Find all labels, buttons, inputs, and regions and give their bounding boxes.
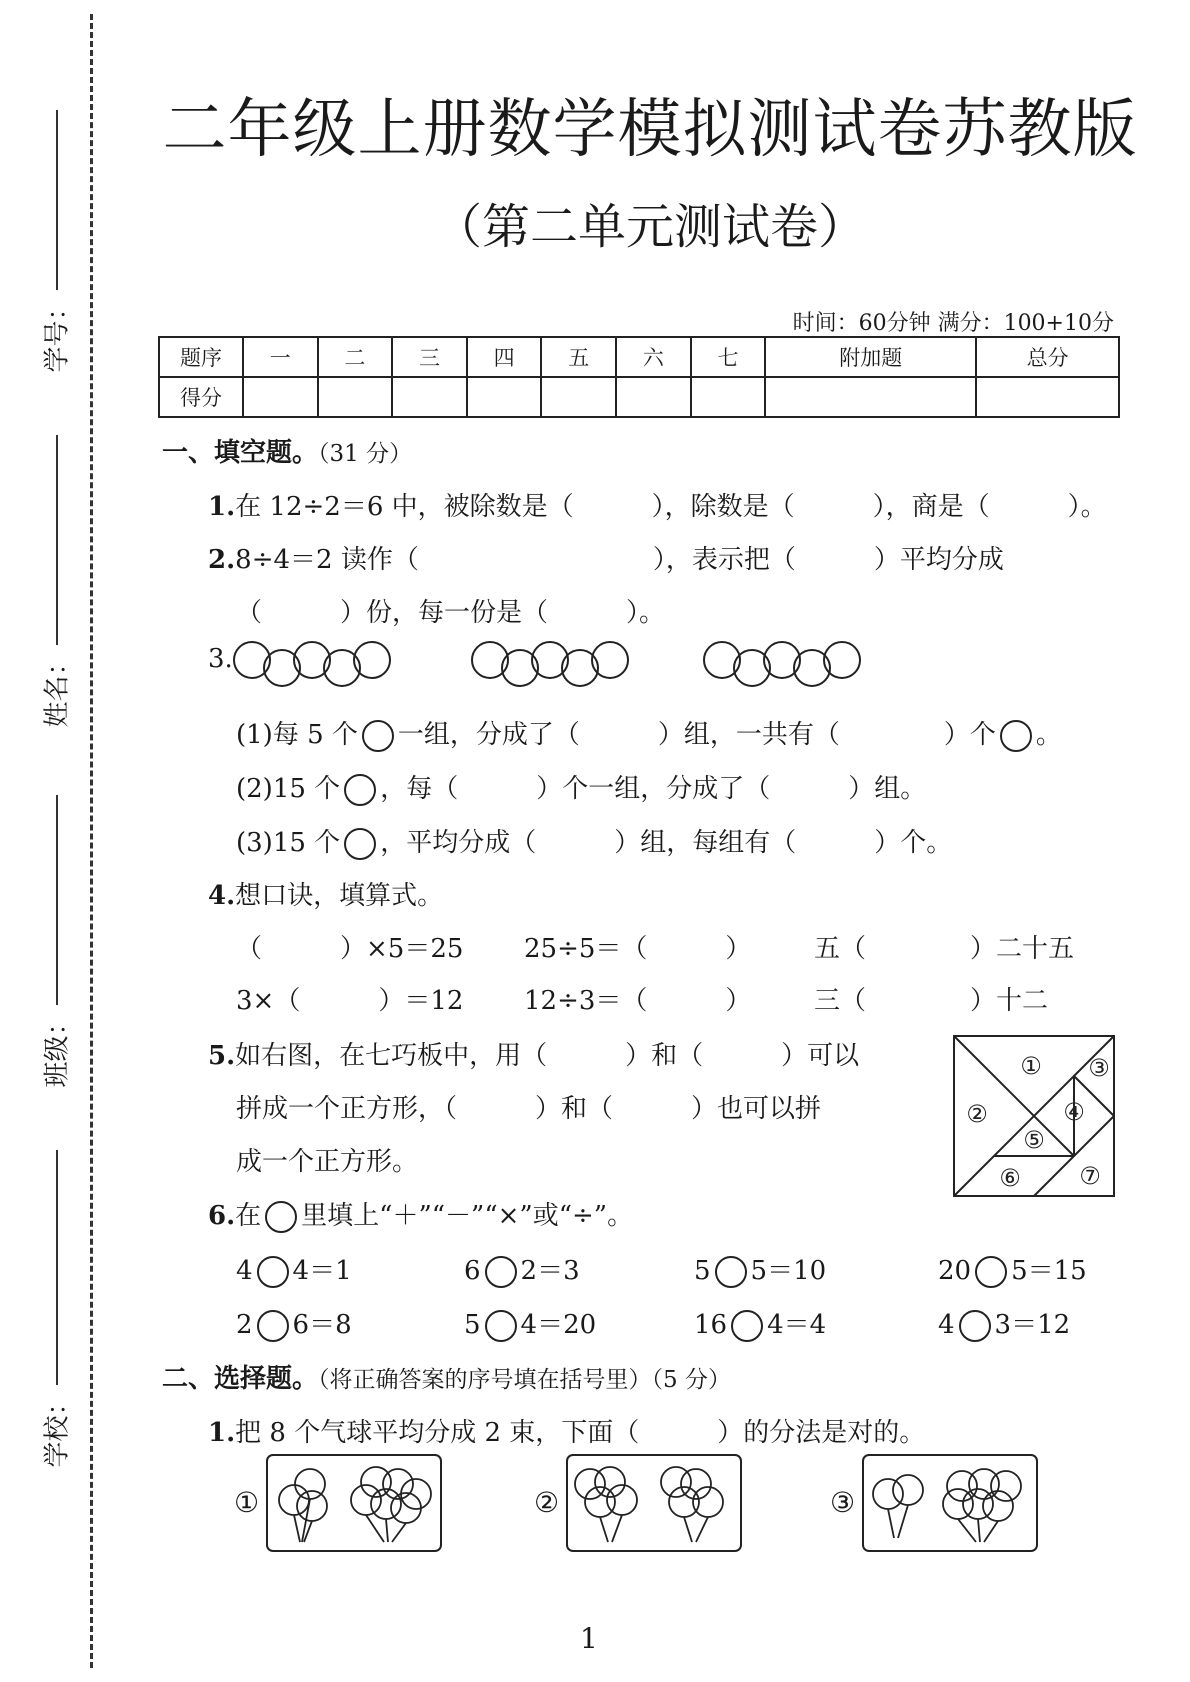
q1-number: 1. (208, 492, 236, 522)
score-input-cell[interactable] (616, 377, 691, 417)
tangram-piece-4: ④ (1063, 1098, 1085, 1126)
q3-sub1-a: (1)每 5 个 (236, 720, 358, 750)
operator-circle[interactable] (959, 1310, 991, 1342)
s2-q1-line (208, 1412, 925, 1449)
operator-circle[interactable] (731, 1310, 763, 1342)
score-table-cell: 附加题 (765, 337, 976, 377)
student-no-label: 学号： (42, 294, 73, 373)
q6-text-b: 里填上“＋”“－”“×”或“÷”。 (301, 1201, 634, 1231)
score-input-cell[interactable] (467, 377, 542, 417)
score-table-cell: 六 (616, 337, 691, 377)
section2-note: （将正确答案的序号填在括号里）（5 分） (318, 1367, 731, 1393)
q6-number: 6. (208, 1201, 236, 1231)
score-input-cell[interactable] (691, 377, 766, 417)
balloon-option-2[interactable] (566, 1454, 742, 1554)
circle-icon (824, 642, 860, 678)
section2-heading (162, 1358, 731, 1395)
q6-rest: 3＝12 (994, 1310, 1071, 1340)
operator-circle[interactable] (257, 1310, 289, 1342)
name-label: 姓名： (42, 649, 73, 728)
q3-sub2-b: ，每（ ）个一组，分成了（ ）组。 (380, 774, 927, 804)
tangram-piece-7: ⑦ (1079, 1162, 1101, 1190)
section2-title: 二、选择题。 (162, 1364, 319, 1394)
balloon-icon (893, 1475, 923, 1505)
s2-q1-number: 1. (208, 1418, 236, 1448)
q3-sub1 (236, 714, 1062, 752)
circle-icon (344, 774, 376, 806)
tangram-piece-5: ⑤ (1023, 1126, 1045, 1154)
q5-text-line1: 如右图，在七巧板中，用（ ）和（ ）可以 (235, 1041, 860, 1071)
tangram-piece-6: ⑥ (999, 1164, 1021, 1192)
student-no-field[interactable] (56, 110, 58, 290)
score-table-cell: 七 (691, 337, 766, 377)
option-3-label[interactable]: ③ (830, 1486, 856, 1519)
balloon-option-3[interactable] (862, 1454, 1038, 1554)
q1-line (208, 486, 1107, 523)
page-number: 1 (580, 1622, 598, 1655)
name-field[interactable] (56, 435, 58, 645)
q2-line1 (208, 539, 1004, 576)
score-table-cell: 四 (467, 337, 542, 377)
score-input-cell[interactable] (243, 377, 318, 417)
q2-number: 2. (208, 545, 236, 575)
score-input-cell[interactable] (318, 377, 393, 417)
q6-operand: 4 (236, 1256, 253, 1286)
q3-sub3-a: (3)15 个 (236, 828, 341, 858)
q5-number: 5. (208, 1041, 236, 1071)
q6-rest: 6＝8 (292, 1310, 352, 1340)
q1-text: 在 12÷2＝6 中，被除数是（ ），除数是（ ），商是（ ）。 (235, 492, 1107, 522)
q6-item (938, 1304, 1070, 1342)
q4-r2-c3: 三（ ）十二 (814, 986, 1049, 1016)
tangram-line (954, 1036, 1074, 1156)
balloon-icon (873, 1479, 903, 1509)
q6-operand: 20 (938, 1256, 972, 1286)
tangram-piece-3: ③ (1088, 1054, 1110, 1082)
page-subtitle: （第二单元测试卷） (433, 199, 866, 255)
q2-text-line1: 8÷4＝2 读作（ ），表示把（ ）平均分成 (235, 545, 1004, 575)
balloon-option-1[interactable] (266, 1454, 442, 1554)
q3-sub1-b: 一组，分成了（ ）组，一共有（ ）个 (397, 720, 996, 750)
class-field[interactable] (56, 795, 58, 1005)
tangram-piece-2: ② (966, 1100, 988, 1128)
q6-rest: 2＝3 (520, 1256, 580, 1286)
q3-sub3 (236, 822, 952, 860)
option-1-label[interactable]: ① (234, 1486, 260, 1519)
score-input-cell[interactable] (765, 377, 976, 417)
q4-number: 4. (208, 881, 236, 911)
section1-points: （31 分） (318, 441, 413, 467)
q4-r1-c1: （ ）×5＝25 (236, 934, 464, 964)
operator-circle[interactable] (485, 1256, 517, 1288)
q2-text-line2: （ ）份，每一份是（ ）。 (236, 598, 666, 628)
circle-icon (362, 720, 394, 752)
score-table-cell: 总分 (976, 337, 1119, 377)
q6-operand: 16 (694, 1310, 728, 1340)
score-table-header-row (159, 337, 1119, 377)
balloon-icon (983, 1491, 1013, 1521)
q6-rest: 5＝15 (1011, 1256, 1087, 1286)
balloon-icon (991, 1471, 1021, 1501)
q6-item (464, 1304, 596, 1342)
circle-groups-figure (230, 638, 870, 690)
score-table-cell: 一 (243, 337, 318, 377)
q6-line (208, 1195, 633, 1233)
q5-text-line3: 成一个正方形。 (236, 1147, 419, 1177)
q3-number: 3. (208, 644, 233, 674)
q3-sub3-b: ，平均分成（ ）组，每组有（ ）个。 (380, 828, 953, 858)
circle-icon (344, 828, 376, 860)
q3-sub2-a: (2)15 个 (236, 774, 341, 804)
score-input-cell[interactable] (392, 377, 467, 417)
school-field[interactable] (56, 1150, 58, 1385)
circle-icon (592, 642, 628, 678)
q6-item (694, 1304, 826, 1342)
page-title: 二年级上册数学模拟测试卷苏教版 (162, 93, 1138, 167)
tangram-piece-1: ① (1020, 1052, 1042, 1080)
q6-item (694, 1250, 826, 1288)
q3-sub2 (236, 768, 926, 806)
balloon-icon (401, 1479, 431, 1509)
q6-rest: 5＝10 (750, 1256, 827, 1286)
q6-item (464, 1250, 580, 1288)
score-table-cell: 五 (541, 337, 616, 377)
q6-rest: 4＝4 (767, 1310, 827, 1340)
q6-rest: 4＝1 (292, 1256, 352, 1286)
score-table (158, 336, 1120, 418)
q6-item (236, 1250, 352, 1288)
score-input-cell[interactable] (541, 377, 616, 417)
school-label: 学校： (42, 1389, 73, 1468)
q4-r1-c2: 25÷5＝（ ） (524, 934, 752, 964)
q5-text-line2: 拼成一个正方形，（ ）和（ ）也可以拼 (236, 1094, 822, 1124)
q4-r1-c3: 五（ ）二十五 (814, 934, 1075, 964)
score-table-score-row (159, 377, 1119, 417)
balloon-icon (297, 1491, 327, 1521)
q6-operand: 6 (464, 1256, 481, 1286)
score-input-cell[interactable] (976, 377, 1119, 417)
q4-line (208, 875, 443, 912)
operator-circle[interactable] (257, 1256, 289, 1288)
q6-text-a: 在 (235, 1201, 262, 1231)
balloon-icon (351, 1485, 381, 1515)
score-table-cell: 题序 (159, 337, 243, 377)
s2-q1-text: 把 8 个气球平均分成 2 束，下面（ ）的分法是对的。 (235, 1418, 926, 1448)
balloon-icon (279, 1485, 309, 1515)
q4-r2-c2: 12÷3＝（ ） (524, 986, 752, 1016)
q6-item (938, 1250, 1087, 1288)
circle-icon (1000, 720, 1032, 752)
circle-icon (265, 1201, 297, 1233)
q3-sub1-c: 。 (1035, 720, 1062, 750)
q5-line1 (208, 1035, 859, 1072)
score-table-cell: 三 (392, 337, 467, 377)
q6-operand: 5 (694, 1256, 711, 1286)
tangram-figure (952, 1034, 1118, 1200)
class-label: 班级： (42, 1009, 73, 1088)
operator-circle[interactable] (975, 1256, 1007, 1288)
score-table-cell: 二 (318, 337, 393, 377)
option-2-label[interactable]: ② (534, 1486, 560, 1519)
binding-dashed-line (90, 14, 93, 1668)
q4-r2-c1: 3×（ ）＝12 (236, 986, 464, 1016)
time-score-info: 时间：60分钟 满分：100+10分 (792, 311, 1114, 336)
q6-operand: 2 (236, 1310, 253, 1340)
q6-operand: 4 (938, 1310, 955, 1340)
q6-item (236, 1304, 352, 1342)
section1-heading (162, 432, 412, 469)
operator-circle[interactable] (485, 1310, 517, 1342)
score-row-label: 得分 (159, 377, 243, 417)
q6-operand: 5 (464, 1310, 481, 1340)
circle-icon (354, 642, 390, 678)
q4-text: 想口诀，填算式。 (235, 881, 444, 911)
section1-title: 一、填空题。 (162, 438, 319, 468)
q6-rest: 4＝20 (520, 1310, 597, 1340)
operator-circle[interactable] (715, 1256, 747, 1288)
